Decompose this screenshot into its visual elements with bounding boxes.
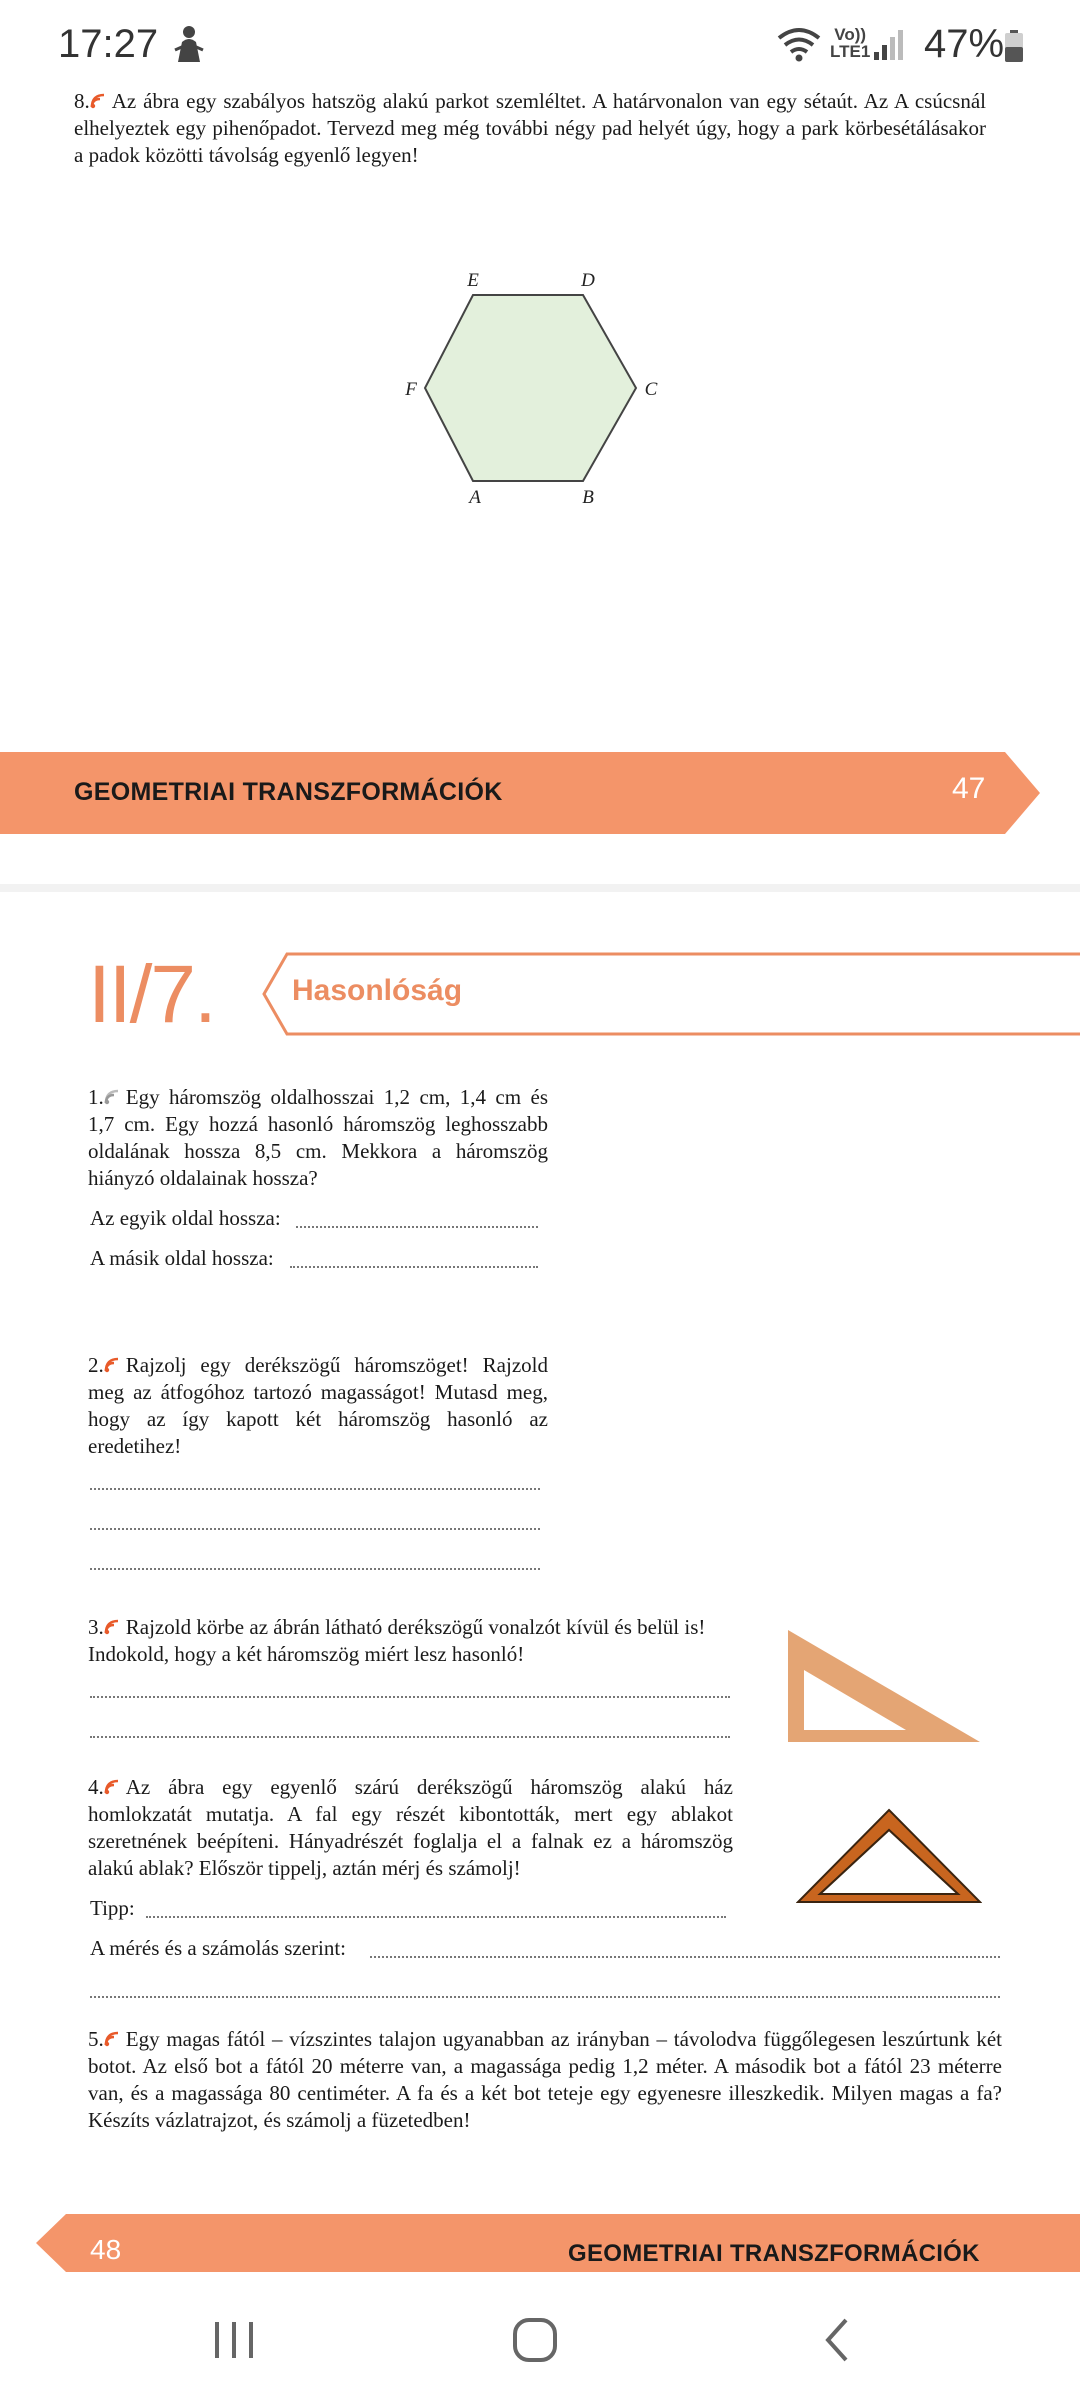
audio-icon[interactable] [90, 93, 108, 109]
audio-icon[interactable] [104, 1619, 122, 1635]
set-square-ruler-figure [786, 1628, 982, 1744]
page-48-footer-title: GEOMETRIAI TRANSZFORMÁCIÓK [568, 2240, 980, 2267]
task-1-label-side2: A másik oldal hossza: [90, 1246, 274, 1270]
battery-icon [1005, 30, 1023, 62]
page-number-47: 47 [952, 772, 986, 805]
task-5-number: 5. [88, 2027, 104, 2051]
task-8 [74, 88, 986, 169]
task-1-text: Egy háromszög oldalhosszai 1,2 cm, 1,4 cm és 1,7 cm. Egy hozzá hasonló háromszög leghosszabb oldalának hossza 8,5 cm. Mekkora a háromszög hiányzó oldalainak hossza? [88, 1085, 548, 1190]
answer-line[interactable] [296, 1226, 538, 1228]
audio-icon[interactable] [104, 2031, 122, 2047]
vertex-label-b: B [582, 487, 594, 508]
task-5-text: Egy magas fától – vízszintes talajon ugyanabban az irányban – távolodva függőlegesen leszúrtunk két botot. Az első bot a fától 20 méterre van, a magassága pedig 1,2 méter. A második bot a fától 23 méterre van, és a magassága 80 centiméter. A fa és a két bot teteje egy egyenesre illeszkedik. Milyen magas a fa? Készíts vázlatrajzot, és számolj a füzetedben! [88, 2027, 1002, 2132]
recent-apps-button[interactable] [204, 2310, 264, 2370]
answer-line[interactable] [90, 1996, 1000, 1998]
lte-indicator [830, 26, 870, 60]
task-3-number: 3. [88, 1615, 104, 1639]
vertex-label-d: D [581, 270, 595, 291]
chapter-number: II/7. [88, 949, 215, 1040]
status-time: 17:27 [58, 22, 159, 66]
task-3-text: Rajzold körbe az ábrán látható derékszögű vonalzót kívül és belül is! Indokold, hogy a két háromszög miért lesz hasonló! [88, 1615, 706, 1666]
answer-line[interactable] [370, 1956, 1000, 1958]
task-4-text: Az ábra egy egyenlő szárú derékszögű háromszög alakú ház homlokzatát mutatja. A fal egy részét kibontották, mert egy ablakot szeretnének beépíteni. Hányadrészét foglalja el a falnak ez a háromszög alakú ablak? Először tippelj, aztán mérj és számolj! [88, 1775, 733, 1880]
vertex-label-c: C [644, 379, 658, 400]
task-1-label-side1: Az egyik oldal hossza: [90, 1206, 281, 1230]
hexagon-figure [390, 265, 680, 515]
audio-icon[interactable] [104, 1779, 122, 1795]
battery-percent: 47% [924, 22, 1005, 66]
house-facade-figure [796, 1808, 982, 1904]
chapter-title: Hasonlóság [292, 974, 463, 1007]
task-2-number: 2. [88, 1353, 104, 1377]
task-1-number: 1. [88, 1085, 104, 1109]
task-8-number: 8. [74, 89, 90, 113]
answer-line[interactable] [90, 1696, 730, 1698]
page-47-footer-title: GEOMETRIAI TRANSZFORMÁCIÓK [74, 778, 503, 806]
answer-line[interactable] [290, 1266, 538, 1268]
back-button[interactable] [808, 2310, 868, 2370]
task-3 [88, 1614, 738, 1668]
audio-icon[interactable] [104, 1089, 122, 1105]
answer-line[interactable] [146, 1916, 726, 1918]
audio-icon[interactable] [104, 1357, 122, 1373]
page-number-48: 48 [90, 2234, 122, 2265]
task-4-label-tip: Tipp: [90, 1896, 135, 1920]
task-4 [88, 1774, 733, 1882]
answer-line[interactable] [90, 1736, 730, 1738]
answer-line[interactable] [90, 1488, 540, 1490]
task-2 [88, 1352, 548, 1460]
home-button[interactable] [505, 2310, 565, 2370]
vertex-label-e: E [467, 270, 479, 291]
task-4-label-calc: A mérés és a számolás szerint: [90, 1936, 346, 1960]
notification-icon [172, 24, 206, 64]
lte-label: LTE1 [830, 42, 871, 61]
task-2-text: Rajzolj egy derékszögű háromszöget! Rajzold meg az átfogóhoz tartozó magasságot! Mutasd meg, hogy az így kapott két háromszög hasonló az eredetihez! [88, 1353, 548, 1458]
task-8-text: Az ábra egy szabályos hatszög alakú parkot szemléltet. A határvonalon van egy sétaút. Az A csúcsnál elhelyeztek egy pihenőpadot. Tervezd meg még további négy pad helyét úgy, hogy a park körbesétálásakor a padok közötti távolság egyenlő legyen! [74, 89, 986, 167]
task-1 [88, 1084, 548, 1192]
signal-icon [872, 28, 906, 62]
status-bar [0, 0, 1080, 90]
wifi-icon [776, 26, 822, 64]
task-5 [88, 2026, 1002, 2134]
vertex-label-a: A [469, 487, 481, 508]
task-4-number: 4. [88, 1775, 104, 1799]
volte-label: Vo)) [834, 25, 867, 44]
vertex-label-f: F [405, 379, 417, 400]
answer-line[interactable] [90, 1528, 540, 1530]
hexagon-shape [425, 295, 636, 481]
page-separator [0, 884, 1080, 892]
answer-line[interactable] [90, 1568, 540, 1570]
